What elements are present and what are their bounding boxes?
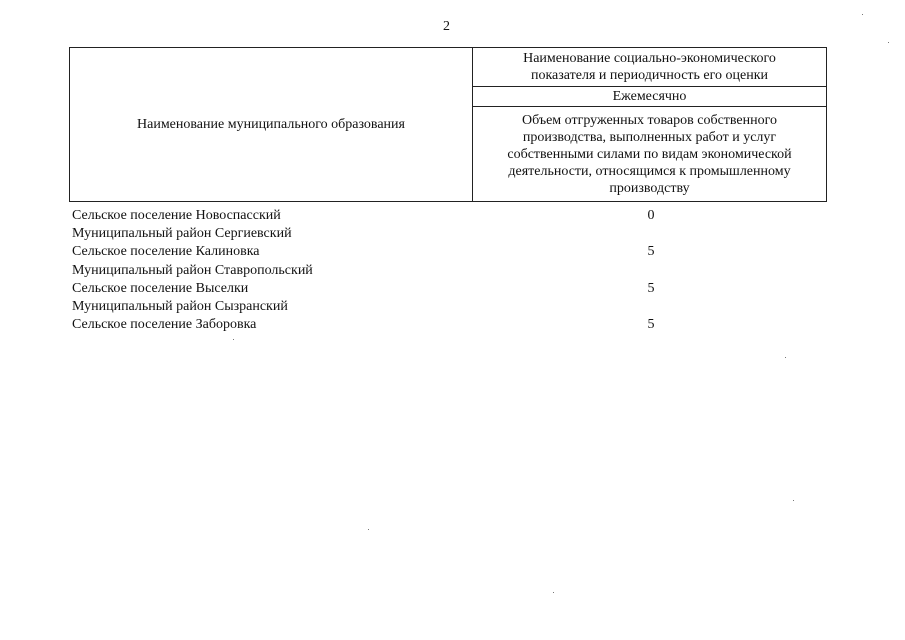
list-item — [72, 262, 832, 280]
indicator-header-table — [69, 47, 827, 202]
list-item — [72, 225, 832, 243]
scan-speck — [862, 14, 863, 15]
indicator-name-text: Объем отгруженных товаров собственного производства, выполненных работ и услуг собственными силами по видам экономической деятельности, относящимся к промышленному производству — [507, 112, 792, 196]
indicator-value: 5 — [647, 244, 655, 260]
scan-speck — [785, 357, 786, 358]
municipality-name: Сельское поселение Калиновка — [72, 244, 260, 260]
municipality-name: Сельское поселение Новоспасский — [72, 208, 281, 223]
scan-speck — [888, 42, 889, 43]
scan-speck — [233, 339, 234, 340]
municipality-name: Сельское поселение Заборовка — [72, 317, 257, 333]
list-item — [72, 207, 832, 225]
list-item — [72, 298, 832, 316]
periodicity-cell: Ежемесячно — [473, 87, 827, 107]
indicator-value: 0 — [647, 208, 655, 223]
indicator-name-cell — [473, 107, 827, 202]
list-item — [72, 280, 832, 298]
municipality-column-header: Наименование муниципального образования — [70, 48, 473, 202]
municipality-name: Муниципальный район Сергиевский — [72, 226, 292, 242]
indicator-column-header — [473, 48, 827, 87]
indicator-value: 5 — [647, 280, 655, 296]
list-item — [72, 316, 832, 334]
indicator-column-header-text: Наименование социально-экономического показателя и периодичность его оценки — [523, 51, 776, 83]
indicator-value: 5 — [647, 317, 655, 333]
municipality-name: Муниципальный район Сызранский — [72, 298, 288, 314]
scan-speck — [368, 529, 369, 530]
scan-speck — [793, 500, 794, 501]
municipality-name: Муниципальный район Ставропольский — [72, 262, 313, 278]
scan-speck — [553, 592, 554, 593]
municipality-list — [72, 207, 832, 334]
page-number: 2 — [443, 19, 450, 34]
municipality-name: Сельское поселение Выселки — [72, 280, 249, 296]
list-item — [72, 243, 832, 261]
